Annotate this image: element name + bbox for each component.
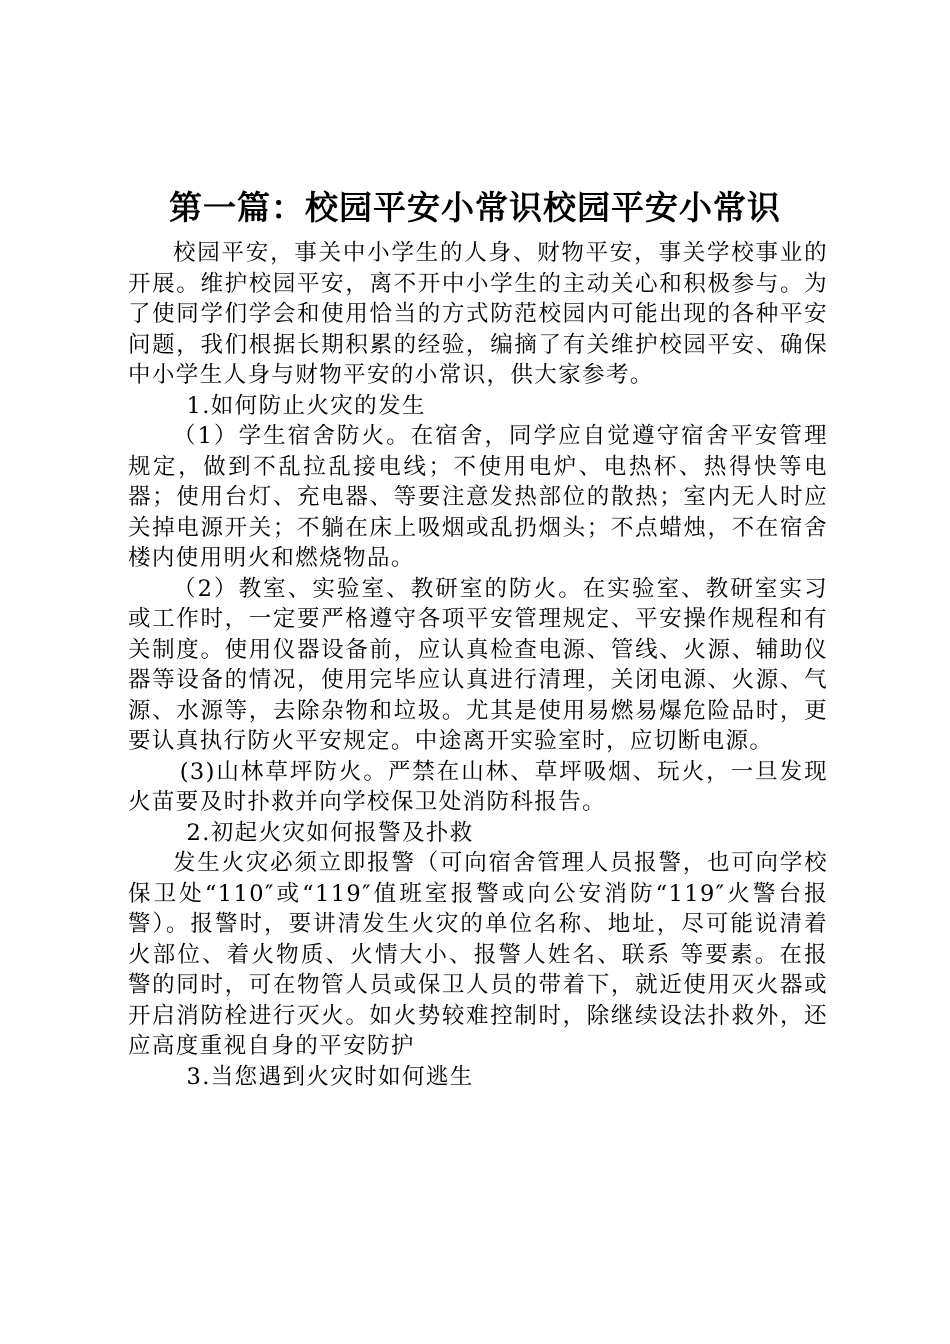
document-title: 第一篇：校园平安小常识校园平安小常识 xyxy=(169,188,781,227)
section-heading-fire-prevention: 1.如何防止火灾的发生 xyxy=(186,392,426,419)
document-body xyxy=(128,238,828,1092)
section-heading-fire-escape: 3.当您遇到火灾时如何逃生 xyxy=(186,1063,474,1090)
paragraph-dormitory-fire: （1）学生宿舍防火。在宿舍，同学应自觉遵守宿舍平安管理规定，做到不乱拉乱接电线；不使用电炉、电热杯、热得快等电器；使用台灯、充电器、等要注意发热部位的散热；室内无人时应关掉电源开关；不躺在床上吸烟或乱扔烟头；不点蜡烛，不在宿舍楼内使用明火和燃烧物品。 xyxy=(128,423,828,571)
intro-paragraph: 校园平安，事关中小学生的人身、财物平安，事关学校事业的开展。维护校园平安，离不开中小学生的主动关心和积极参与。为了使同学们学会和使用恰当的方式防范校园内可能出现的各种平安问题，我们根据长期积累的经验，编摘了有关维护校园平安、确保中小学生人身与财物平安的小常识，供大家参考。 xyxy=(128,240,828,388)
paragraph-classroom-lab-fire: （2）教室、实验室、教研室的防火。在实验室、教研室实习或工作时，一定要严格遵守各项平安管理规定、平安操作规程和有关制度。使用仪器设备前，应认真检查电源、管线、火源、辅助仪器等设备的情况，使用完毕应认真进行清理，关闭电源、火源、气源、水源等，去除杂物和垃圾。尤其是使用易燃易爆危险品时，更要认真执行防火平安规定。中途离开实验室时，应切断电源。 xyxy=(128,575,828,754)
section-heading-fire-alarm: 2.初起火灾如何报警及扑救 xyxy=(186,819,474,846)
paragraph-forest-lawn-fire: (3)山林草坪防火。严禁在山林、草坪吸烟、玩火，一旦发现火苗要及时扑救并向学校保卫处消防科报告。 xyxy=(128,758,828,815)
paragraph-fire-alarm: 发生火灾必须立即报警（可向宿舍管理人员报警，也可向学校保卫处“110″或“119″值班室报警或向公安消防“119″火警台报警）。报警时，要讲清发生火灾的单位名称、地址，尽可能说清着火部位、着火物质、火情大小、报警人姓名、联系 等要素。在报警的同时，可在物管人员或保卫人员的带着下，就近使用灭火器或开启消防栓进行灭火。如火势较难控制时，除继续设法扑救外，还应高度重视自身的平安防护 xyxy=(128,850,828,1059)
